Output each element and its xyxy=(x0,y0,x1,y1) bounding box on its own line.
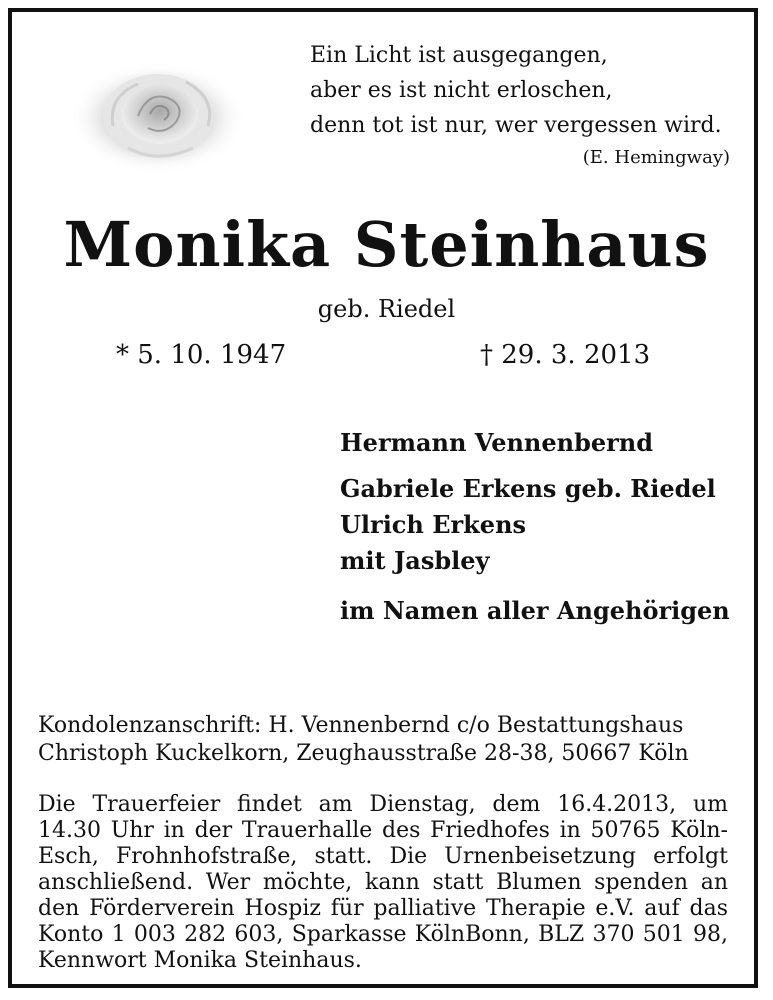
ceremony-text xyxy=(38,792,728,974)
ceremony-line: Die Trauerfeier findet am Dienstag, dem 16.4.2013, um xyxy=(38,792,728,817)
ceremony-line: Konto 1 003 282 603, Sparkasse KölnBonn, BLZ 370 501 98, xyxy=(38,922,728,947)
address-line: Christoph Kuckelkorn, Zeughausstraße 28-38, 50667 Köln xyxy=(38,741,689,766)
mourners-list xyxy=(340,425,730,629)
ceremony-line: Esch, Frohnhofstraße, statt. Die Urnenbeisetzung erfolgt xyxy=(38,844,728,869)
ceremony-line: anschließend. Wer möchte, kann statt Blumen spenden an xyxy=(38,870,728,895)
rose-icon xyxy=(68,56,248,176)
quote-author: (E. Hemingway) xyxy=(582,147,730,168)
death-date: † 29. 3. 2013 xyxy=(480,340,651,370)
quote-line: aber es ist nicht erloschen, xyxy=(310,78,613,103)
quote-line: Ein Licht ist ausgegangen, xyxy=(310,43,608,68)
ceremony-line: den Förderverein Hospiz für palliative Therapie e.V. auf das xyxy=(38,896,728,921)
ceremony-line: 14.30 Uhr in der Trauerhalle des Friedhofes in 50765 Köln- xyxy=(38,818,728,843)
deceased-name: Monika Steinhaus xyxy=(63,208,710,281)
quote-line: denn tot ist nur, wer vergessen wird. xyxy=(310,113,722,138)
mourner-name: Gabriele Erkens geb. Riedel xyxy=(340,474,716,503)
address-line: Kondolenzanschrift: H. Vennenbernd c/o Bestattungshaus xyxy=(38,713,684,738)
mourner-name: Hermann Vennenbernd xyxy=(340,428,654,457)
birth-date: * 5. 10. 1947 xyxy=(116,340,287,370)
condolence-address xyxy=(38,712,728,768)
poem-quote xyxy=(310,38,730,173)
mourner-name: Ulrich Erkens xyxy=(340,510,527,539)
maiden-name: geb. Riedel xyxy=(317,295,456,323)
mourners-closing: im Namen aller Angehörigen xyxy=(340,596,730,625)
ceremony-line: Kennwort Monika Steinhaus. xyxy=(38,948,362,973)
mourner-name: mit Jasbley xyxy=(340,546,490,575)
